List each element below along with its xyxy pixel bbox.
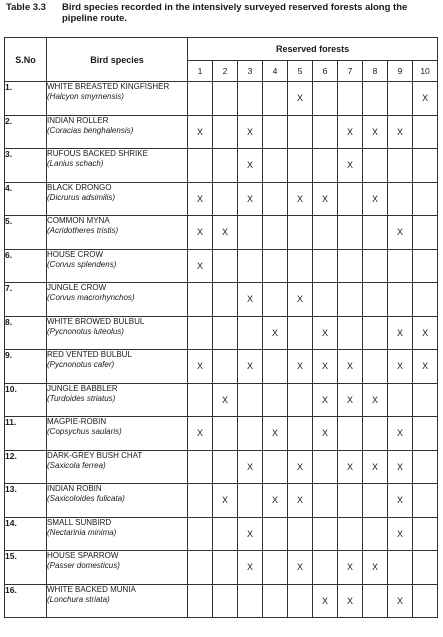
table-number: Table 3.3 <box>6 2 46 13</box>
serial-number: 5. <box>5 216 47 250</box>
empty-cell <box>413 551 438 585</box>
empty-cell <box>188 82 213 116</box>
presence-mark: X <box>338 350 363 384</box>
species-cell <box>47 383 188 417</box>
empty-cell <box>263 551 288 585</box>
forest-number-header: 6 <box>313 61 338 82</box>
common-name: WHITE BROWED BULBUL <box>47 316 145 326</box>
presence-mark: X <box>313 182 338 216</box>
species-cell <box>47 316 188 350</box>
presence-mark: X <box>388 216 413 250</box>
empty-cell <box>313 283 338 317</box>
species-cell <box>47 249 188 283</box>
common-name: HOUSE SPARROW <box>47 551 119 560</box>
empty-cell <box>238 316 263 350</box>
species-cell <box>47 551 188 585</box>
presence-mark: X <box>288 350 313 384</box>
table-row <box>5 283 438 317</box>
empty-cell <box>338 216 363 250</box>
presence-mark: X <box>388 316 413 350</box>
common-name: JUNGLE CROW <box>47 283 107 292</box>
presence-mark: X <box>338 450 363 484</box>
empty-cell <box>238 584 263 618</box>
species-cell <box>47 115 188 149</box>
species-cell <box>47 484 188 518</box>
common-name: INDIAN ROLLER <box>47 115 109 125</box>
empty-cell <box>338 182 363 216</box>
table-row <box>5 316 438 350</box>
empty-cell <box>238 417 263 451</box>
empty-cell <box>413 417 438 451</box>
species-cell <box>47 283 188 317</box>
empty-cell <box>213 115 238 149</box>
table-row <box>5 216 438 250</box>
empty-cell <box>363 584 388 618</box>
empty-cell <box>288 149 313 183</box>
scientific-name: (Halcyon smyrnensis) <box>47 92 124 101</box>
empty-cell <box>363 216 388 250</box>
common-name: RUFOUS BACKED SHRIKE <box>47 149 148 158</box>
empty-cell <box>213 350 238 384</box>
species-cell <box>47 216 188 250</box>
presence-mark: X <box>313 584 338 618</box>
table-row <box>5 551 438 585</box>
serial-number: 13. <box>5 484 47 518</box>
common-name: INDIAN ROBIN <box>47 484 102 493</box>
presence-mark: X <box>313 316 338 350</box>
empty-cell <box>213 584 238 618</box>
empty-cell <box>188 484 213 518</box>
common-name: HOUSE CROW <box>47 249 103 259</box>
presence-mark: X <box>313 417 338 451</box>
common-name: DARK-GREY BUSH CHAT <box>47 450 143 460</box>
empty-cell <box>213 450 238 484</box>
empty-cell <box>238 484 263 518</box>
scientific-name: (Lonchura striata) <box>47 594 110 604</box>
presence-mark: X <box>238 450 263 484</box>
serial-number: 4. <box>5 182 47 216</box>
scientific-name: (Copsychus saularis) <box>47 427 122 436</box>
empty-cell <box>188 383 213 417</box>
table-body <box>5 82 438 618</box>
empty-cell <box>263 149 288 183</box>
common-name: WHITE BACKED MUNIA <box>47 584 136 594</box>
empty-cell <box>213 316 238 350</box>
empty-cell <box>413 584 438 618</box>
serial-number: 12. <box>5 450 47 484</box>
empty-cell <box>413 182 438 216</box>
presence-mark: X <box>263 316 288 350</box>
empty-cell <box>288 316 313 350</box>
presence-mark: X <box>363 551 388 585</box>
scientific-name: (Saxicola ferrea) <box>47 460 106 470</box>
presence-mark: X <box>388 517 413 551</box>
species-cell <box>47 584 188 618</box>
empty-cell <box>313 82 338 116</box>
empty-cell <box>313 149 338 183</box>
common-name: MAGPIE-ROBIN <box>47 417 107 426</box>
presence-mark: X <box>238 149 263 183</box>
sno-header: S.No <box>5 38 47 82</box>
empty-cell <box>263 216 288 250</box>
serial-number: 8. <box>5 316 47 350</box>
presence-mark: X <box>263 417 288 451</box>
serial-number: 2. <box>5 115 47 149</box>
presence-mark: X <box>188 350 213 384</box>
empty-cell <box>388 283 413 317</box>
empty-cell <box>288 417 313 451</box>
empty-cell <box>213 283 238 317</box>
forest-number-header: 5 <box>288 61 313 82</box>
presence-mark: X <box>213 216 238 250</box>
table-row <box>5 417 438 451</box>
empty-cell <box>338 517 363 551</box>
scientific-name: (Nectarinia minima) <box>47 527 117 537</box>
empty-cell <box>238 249 263 283</box>
empty-cell <box>288 584 313 618</box>
empty-cell <box>413 450 438 484</box>
empty-cell <box>263 283 288 317</box>
empty-cell <box>263 249 288 283</box>
presence-mark: X <box>363 182 388 216</box>
empty-cell <box>213 249 238 283</box>
presence-mark: X <box>238 517 263 551</box>
serial-number: 3. <box>5 149 47 183</box>
presence-mark: X <box>213 383 238 417</box>
presence-mark: X <box>338 383 363 417</box>
presence-mark: X <box>188 417 213 451</box>
presence-mark: X <box>413 82 438 116</box>
empty-cell <box>413 484 438 518</box>
presence-mark: X <box>288 182 313 216</box>
empty-cell <box>388 551 413 585</box>
scientific-name: (Corvus splendens) <box>47 259 117 269</box>
empty-cell <box>188 551 213 585</box>
empty-cell <box>188 584 213 618</box>
table-row <box>5 350 438 384</box>
forest-number-header: 2 <box>213 61 238 82</box>
presence-mark: X <box>388 417 413 451</box>
forest-number-header: 4 <box>263 61 288 82</box>
empty-cell <box>188 517 213 551</box>
empty-cell <box>338 283 363 317</box>
presence-mark: X <box>238 182 263 216</box>
empty-cell <box>238 216 263 250</box>
presence-mark: X <box>188 249 213 283</box>
empty-cell <box>363 517 388 551</box>
scientific-name: (Coracias benghalensis) <box>47 125 134 135</box>
presence-mark: X <box>288 551 313 585</box>
table-row <box>5 383 438 417</box>
forest-number-header: 10 <box>413 61 438 82</box>
serial-number: 14. <box>5 517 47 551</box>
empty-cell <box>213 417 238 451</box>
empty-cell <box>388 82 413 116</box>
table-caption <box>6 2 436 24</box>
empty-cell <box>288 115 313 149</box>
empty-cell <box>388 149 413 183</box>
presence-mark: X <box>363 383 388 417</box>
species-cell <box>47 417 188 451</box>
empty-cell <box>313 450 338 484</box>
empty-cell <box>213 517 238 551</box>
table-row <box>5 82 438 116</box>
empty-cell <box>363 149 388 183</box>
empty-cell <box>238 82 263 116</box>
empty-cell <box>413 249 438 283</box>
empty-cell <box>363 249 388 283</box>
empty-cell <box>288 249 313 283</box>
empty-cell <box>238 383 263 417</box>
species-cell <box>47 517 188 551</box>
empty-cell <box>188 316 213 350</box>
common-name: SMALL SUNBIRD <box>47 517 112 527</box>
empty-cell <box>263 82 288 116</box>
scientific-name: (Pycnonotus cafer) <box>47 360 115 369</box>
presence-mark: X <box>338 551 363 585</box>
serial-number: 11. <box>5 417 47 451</box>
empty-cell <box>388 249 413 283</box>
presence-mark: X <box>288 450 313 484</box>
table-row <box>5 584 438 618</box>
empty-cell <box>413 283 438 317</box>
empty-cell <box>188 450 213 484</box>
header-row <box>5 38 438 61</box>
presence-mark: X <box>338 115 363 149</box>
presence-mark: X <box>188 115 213 149</box>
empty-cell <box>388 383 413 417</box>
serial-number: 6. <box>5 249 47 283</box>
species-cell <box>47 149 188 183</box>
presence-mark: X <box>313 350 338 384</box>
presence-mark: X <box>313 383 338 417</box>
scientific-name: (Turdoides striatus) <box>47 393 116 403</box>
scientific-name: (Pycnonotus luteolus) <box>47 326 124 336</box>
presence-mark: X <box>288 82 313 116</box>
empty-cell <box>263 450 288 484</box>
table-row <box>5 484 438 518</box>
scientific-name: (Corvus macrorhynchos) <box>47 293 135 302</box>
empty-cell <box>413 115 438 149</box>
scientific-name: (Lanius schach) <box>47 159 104 168</box>
empty-cell <box>263 350 288 384</box>
empty-cell <box>313 115 338 149</box>
scientific-name: (Saxicoloides fulicata) <box>47 494 125 503</box>
empty-cell <box>413 517 438 551</box>
serial-number: 16. <box>5 584 47 618</box>
empty-cell <box>363 484 388 518</box>
presence-mark: X <box>188 182 213 216</box>
serial-number: 1. <box>5 82 47 116</box>
empty-cell <box>213 82 238 116</box>
presence-mark: X <box>213 484 238 518</box>
forest-number-header: 8 <box>363 61 388 82</box>
forest-number-header: 7 <box>338 61 363 82</box>
presence-mark: X <box>288 484 313 518</box>
common-name: COMMON MYNA <box>47 216 110 225</box>
presence-mark: X <box>288 283 313 317</box>
presence-mark: X <box>388 584 413 618</box>
species-header: Bird species <box>47 38 188 82</box>
scientific-name: (Dicrurus adsimilis) <box>47 192 116 202</box>
empty-cell <box>188 149 213 183</box>
table-row <box>5 517 438 551</box>
presence-mark: X <box>413 350 438 384</box>
empty-cell <box>263 182 288 216</box>
empty-cell <box>213 149 238 183</box>
empty-cell <box>213 551 238 585</box>
table-row <box>5 149 438 183</box>
presence-mark: X <box>238 551 263 585</box>
presence-mark: X <box>263 484 288 518</box>
empty-cell <box>338 82 363 116</box>
presence-mark: X <box>363 115 388 149</box>
presence-mark: X <box>338 584 363 618</box>
presence-mark: X <box>238 283 263 317</box>
species-cell <box>47 350 188 384</box>
empty-cell <box>263 517 288 551</box>
serial-number: 9. <box>5 350 47 384</box>
empty-cell <box>363 82 388 116</box>
empty-cell <box>363 316 388 350</box>
presence-mark: X <box>388 115 413 149</box>
common-name: WHITE BREASTED KINGFISHER <box>47 82 170 91</box>
reserved-forests-header: Reserved forests <box>188 38 438 61</box>
empty-cell <box>363 417 388 451</box>
empty-cell <box>338 316 363 350</box>
empty-cell <box>188 283 213 317</box>
species-cell <box>47 82 188 116</box>
empty-cell <box>313 484 338 518</box>
presence-mark: X <box>188 216 213 250</box>
empty-cell <box>288 216 313 250</box>
empty-cell <box>363 350 388 384</box>
empty-cell <box>338 249 363 283</box>
empty-cell <box>313 216 338 250</box>
empty-cell <box>313 517 338 551</box>
empty-cell <box>413 383 438 417</box>
empty-cell <box>413 149 438 183</box>
presence-mark: X <box>413 316 438 350</box>
presence-mark: X <box>238 350 263 384</box>
empty-cell <box>313 249 338 283</box>
table-title: Bird species recorded in the intensively surveyed reserved forests along the pipeline route. <box>62 2 408 24</box>
empty-cell <box>338 417 363 451</box>
forest-number-header: 1 <box>188 61 213 82</box>
empty-cell <box>363 283 388 317</box>
empty-cell <box>413 216 438 250</box>
empty-cell <box>338 484 363 518</box>
table-row <box>5 450 438 484</box>
scientific-name: (Passer domesticus) <box>47 561 120 570</box>
common-name: JUNGLE BABBLER <box>47 383 118 393</box>
serial-number: 7. <box>5 283 47 317</box>
empty-cell <box>288 517 313 551</box>
bird-species-table <box>4 37 438 618</box>
species-cell <box>47 450 188 484</box>
empty-cell <box>213 182 238 216</box>
table-row <box>5 115 438 149</box>
empty-cell <box>288 383 313 417</box>
empty-cell <box>313 551 338 585</box>
common-name: BLACK DRONGO <box>47 182 112 192</box>
presence-mark: X <box>363 450 388 484</box>
serial-number: 15. <box>5 551 47 585</box>
table-row <box>5 249 438 283</box>
forest-number-header: 3 <box>238 61 263 82</box>
presence-mark: X <box>388 450 413 484</box>
empty-cell <box>263 383 288 417</box>
presence-mark: X <box>338 149 363 183</box>
presence-mark: X <box>388 350 413 384</box>
empty-cell <box>263 584 288 618</box>
forest-number-header: 9 <box>388 61 413 82</box>
empty-cell <box>388 182 413 216</box>
empty-cell <box>263 115 288 149</box>
common-name: RED VENTED BULBUL <box>47 350 132 359</box>
scientific-name: (Acridotheres tristis) <box>47 226 119 235</box>
table-row <box>5 182 438 216</box>
serial-number: 10. <box>5 383 47 417</box>
species-cell <box>47 182 188 216</box>
presence-mark: X <box>388 484 413 518</box>
presence-mark: X <box>238 115 263 149</box>
